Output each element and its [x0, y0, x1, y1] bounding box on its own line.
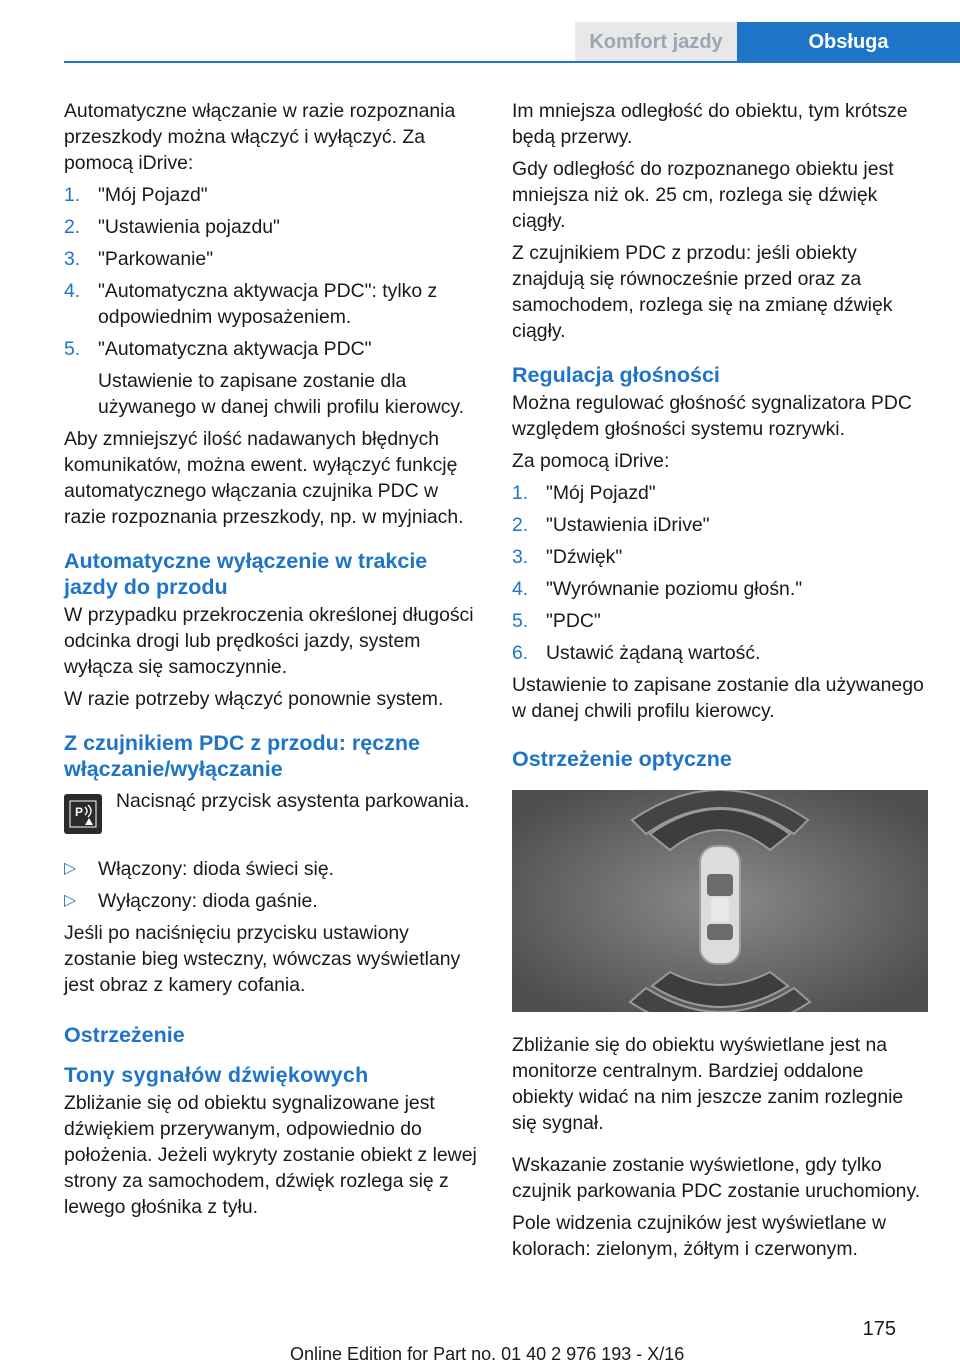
list-item: ▷ Włączony: dioda świeci się. [64, 858, 335, 880]
front-paragraph: Z czujnikiem PDC z przodu: jeśli obiekty znajdują się równocześnie przed oraz za samochodem, rozlega się na zmianę dźwięk ciągły. [512, 242, 893, 342]
profile-paragraph: Ustawienie to zapisane zostanie dla używanego w danej chwili profilu kierowcy. [512, 674, 924, 722]
heading-optical: Ostrzeżenie optyczne [512, 747, 732, 771]
list-item: 4. "Automatyczna aktywacja PDC": tylko z odpowiednim wyposażeniem. [64, 280, 438, 328]
intro-paragraph: Automatyczne włączanie w razie rozpoznania przeszkody można włączyć i wyłączyć. Za pomocą iDrive: [64, 100, 456, 174]
step-note: Ustawienie to zapisane zostanie dla używanego w danej chwili profilu kierowcy. [98, 370, 465, 418]
chapter-tab: Obsługa [737, 22, 960, 62]
list-item: 1. "Mój Pojazd" [512, 482, 656, 504]
list-item: 2. "Ustawienia pojazdu" [64, 216, 280, 238]
list-item: 2. "Ustawienia iDrive" [512, 514, 710, 536]
list-item: ▷ Wyłączony: dioda gaśnie. [64, 890, 318, 912]
indicator-states [64, 856, 482, 914]
page-footer [0, 1316, 960, 1362]
heading-tones: Tony sygnałów dźwiękowych [64, 1063, 369, 1087]
list-item: 5. "PDC" [512, 610, 601, 632]
auto-off-paragraph: W przypadku przekroczenia określonej długości odcinka drogi lub prędkości jazdy, system wyłącza się samoczynnie. [64, 604, 474, 678]
reenable-paragraph: W razie potrzeby włączyć ponownie system. [64, 688, 444, 710]
heading-auto-off: Automatyczne wyłączenie w trakcie jazdy do przodu [64, 549, 428, 599]
svg-text:P: P [75, 805, 84, 819]
reverse-paragraph: Jeśli po naciśnięciu przycisku ustawiony zostanie bieg wsteczny, wówczas wyświetlany jest obraz z kamery cofania. [64, 922, 461, 996]
volume-paragraph: Można regulować głośność sygnalizatora PDC względem głośności systemu rozrywki. [512, 392, 912, 440]
heading-manual: Z czujnikiem PDC z przodu: ręczne włączanie/wyłączanie [64, 731, 420, 781]
heading-volume: Regulacja głośności [512, 363, 720, 387]
list-item: 3. "Parkowanie" [64, 248, 214, 270]
list-item: 6. Ustawić żądaną wartość. [512, 642, 761, 664]
parking-assist-button-icon [64, 794, 102, 834]
button-instruction: Nacisnąć przycisk asystenta parkowania. [116, 790, 470, 812]
activation-paragraph: Wskazanie zostanie wyświetlone, gdy tylko czujnik parkowania PDC zostanie uruchomiony. [512, 1154, 921, 1202]
display-paragraph: Zbliżanie się do obiektu wyświetlane jest na monitorze centralnym. Bardziej oddalone obiekty widać na nim jeszcze zanim rozlegnie się sygnał. [512, 1034, 904, 1134]
list-item: 5. "Automatyczna aktywacja PDC" Ustawienie to zapisane zostanie dla używanego w danej chwili profilu kierowcy. [64, 336, 482, 420]
pdc-display-image [512, 790, 928, 1012]
interval-paragraph: Im mniejsza odległość do obiektu, tym krótsze będą przerwy. [512, 100, 908, 148]
triangle-bullet-icon: ▷ [64, 860, 77, 877]
page-number: 175 [862, 1318, 896, 1340]
continuous-paragraph: Gdy odległość do rozpoznanego obiektu jest mniejsza niż ok. 25 cm, rozlega się dźwięk ciągły. [512, 158, 894, 232]
volume-steps [512, 480, 930, 666]
triangle-bullet-icon: ▷ [64, 892, 77, 909]
edition-line: Online Edition for Part no. 01 40 2 976 193 - X/16 [290, 1344, 685, 1364]
errors-paragraph: Aby zmniejszyć ilość nadawanych błędnych komunikatów, można ewent. wyłączyć funkcję automatycznego włączania czujnika PDC w razie rozpoznania przeszkody, np. w myjniach. [64, 428, 464, 528]
left-column [64, 98, 482, 1226]
list-item: 1. "Mój Pojazd" [64, 184, 208, 206]
colors-paragraph: Pole widzenia czujników jest wyświetlane w kolorach: zielonym, żółtym i czerwonym. [512, 1212, 886, 1260]
auto-activation-steps [64, 182, 482, 420]
pdc-button-row [64, 788, 482, 834]
idrive-paragraph: Za pomocą iDrive: [512, 450, 670, 472]
tones-paragraph: Zbliżanie się od obiektu sygnalizowane jest dźwiękiem przerywanym, odpowiednio do położenia. Jeżeli wykryty zostanie obiekt z lewej strony za samochodem, dźwięk rozlega się z lewego głośnika z tyłu. [64, 1092, 477, 1218]
section-tab: Komfort jazdy [575, 22, 737, 62]
right-column [512, 98, 930, 1268]
list-item: 3. "Dźwięk" [512, 546, 623, 568]
heading-warning: Ostrzeżenie [64, 1023, 185, 1047]
list-item: 4. "Wyrównanie poziomu głośn." [512, 578, 803, 600]
header-rule [64, 61, 960, 63]
page-header [0, 0, 960, 62]
